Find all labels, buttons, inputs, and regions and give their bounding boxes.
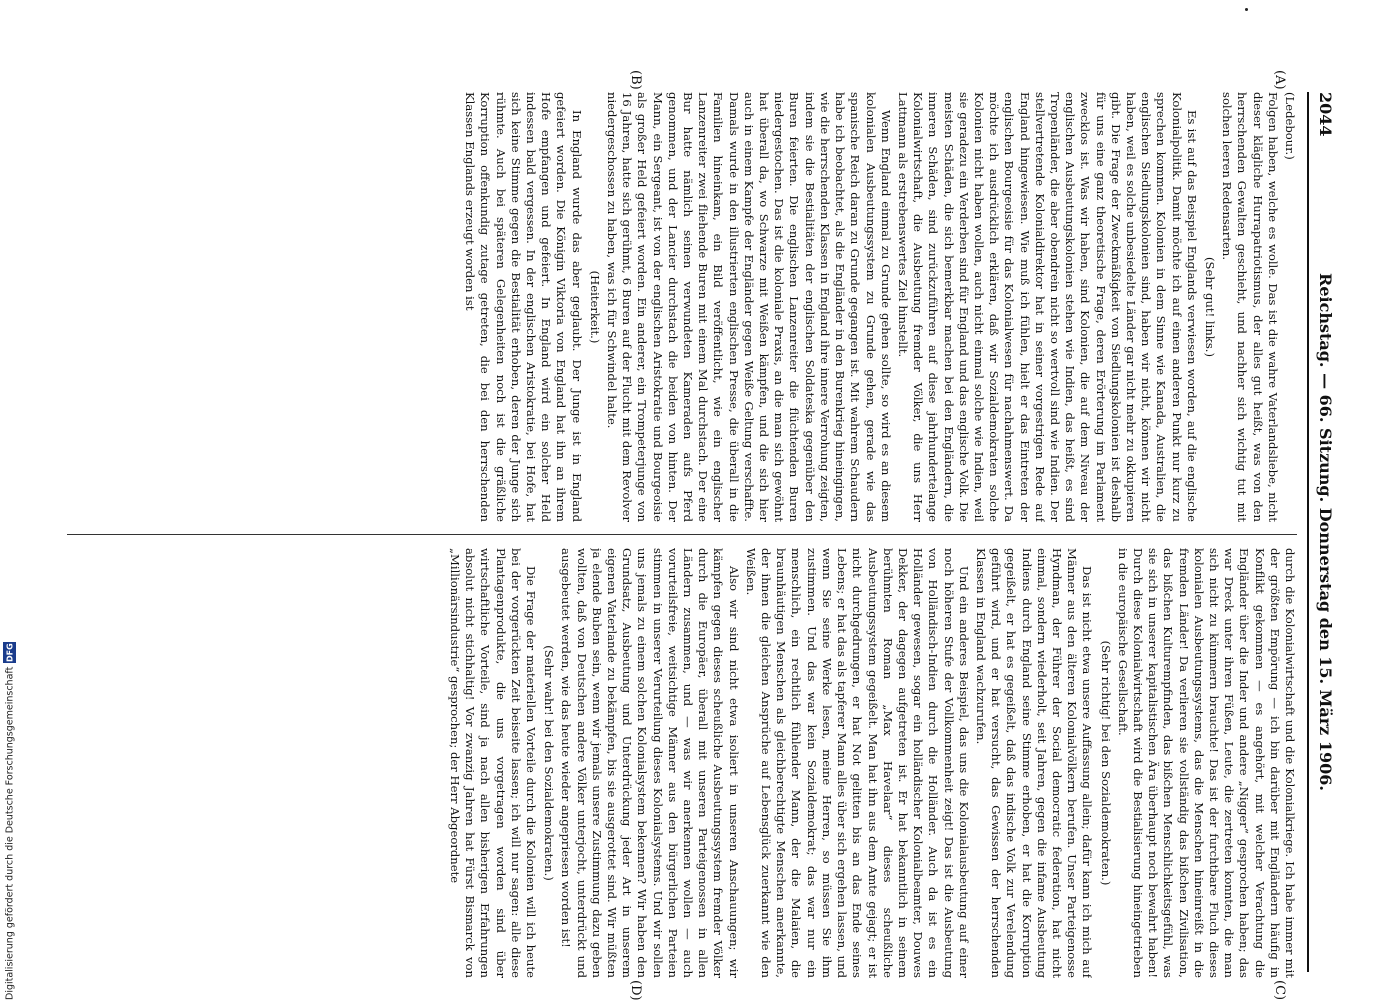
funding-note-text: Digitalisierung gefördert durch die Deutsche Forschungsgemeinschaft: [4, 666, 16, 1000]
margin-mark-c: (C): [1272, 980, 1287, 1001]
margin-mark-b: (B): [628, 70, 643, 90]
interjection: (Sehr wahr! bei den Sozialdemokraten.): [542, 645, 557, 881]
paragraph: Und ein anderes Beispiel, das uns die Kolonialausbeutung auf einer noch höheren Stufe der Vollkommenheit zeigt! Das ist die Ausbeutung von Holländisch-Indien durch die Holländer. Auch da ist es ein Holländer gewesen, sogar ein holländischer Kolonialbeamter, Douwes Dekker, der dagegen aufgetreten ist. Er hat bekanntlich in seinem berühmten Roman „Max Havelaar“ dieses scheußliche Ausbeutungssystem gegeißelt. Man hat ihn aus dem Amte gejagt; er ist nicht durchgedrungen, er hat Not gelitten bis an das Ende seines Lebens; er hat das als tapferer Mann alles über sich ergehen lassen, und wenn Sie seine Werke lesen, meine Herren, so müssen Sie ihm zustimmen. Und das war kein Sozialdemokrat; das war nur ein menschlich, ein rechtlich fühlender Mann, der die Malaien, die braunhäutigen Menschen als gleichberechtigte Menschen anerkannte, der ihnen die gleichen Ansprüche auf Lebensglück zuerkannt wie den Weißen.: [743, 548, 971, 978]
right-column: [57, 548, 1297, 978]
funding-note: [2, 600, 18, 1000]
paragraph: Es ist auf das Beispiel Englands verwiesen worden, auf die englische Kolonialpolitik. Damit möchte ich auf einen anderen Punkt nur kurz zu sprechen kommen. Kolonien in dem Sinne wie Kanada, Australien, die englischen Siedlungskolonien sind, haben wir nicht, können wir nicht haben, weil es solche unbesiedelte Länder gar nicht mehr zu okkupieren gibt. Die Frage der Zweckmäßigkeit von Siedlungskolonien ist deshalb für uns eine ganz theoretische Frage, deren Erörterung im Parlament zwecklos ist. Was wir haben, sind Kolonien, die auf dem Niveau der englischen Ausbeutungskolonien stehen wie Indien, das heißt, es sind Tropenländer, die aber obendrein nicht so wertvoll sind wie Indien. Der stellvertretende Kolonialdirektor hat in seiner vorgestrigen Rede auf England hingewiesen. Wie muß ich fühlen, hielt er das Eintreten der englischen Bourgeoisie für das Kolonialwesen für nachahmenswert. Da möchte ich ausdrücklich erklären, daß wir Sozialdemokraten solche Kolonien nicht haben wollen, auch nicht einmal solche wie Indien, weil sie geradezu ein Verderben sind für England und das englische Volk. Die meisten Schäden, die sich bemerkbar machen bei den Engländern, die inneren Schäden, sind zurückzuführen auf diese jahrhundertelange Kolonialwirtschaft, die Ausbeutung fremder Völker, die uns Herr Lattmann als erstrebenswertes Ziel hinstellt.: [895, 92, 1199, 522]
paragraph: durch die Kolonialwirtschaft und die Kolonialkriege. Ich habe immer mit der größten Empörung — ich bin darüber mit Engländern häufig in Konflikt gekommen — es angehört, mit welcher Verachtung die Engländer über die Inder und andere „Nigger“ gesprochen haben; das war Dreck unter ihren Füßen, Leute, die zertreten konnten, die man sich nicht zu kümmern brauchte! Das ist der furchtbare Fluch dieses kolonialen Ausbeutungssystems, das die Menschen hineinreißt in die fremden Länder! Da verlieren sie vollständig das bißchen Zivilisation, das bißchen Kulturempfinden, das bißchen Menschlichkeitsgefühl, was sie sich in unserer kapitalistischen Ära überhaupt noch bewahrt haben! Durch diese Kolonialwirtschaft wird die Bestialisierung hineingetrieben in die europäische Gesellschaft.: [1115, 548, 1297, 978]
paragraph: In England wurde das aber geglaubt. Der Junge ist in England gefeiert worden. Die Königin Viktoria von England hat ihn an ihrem Hofe empfangen und gefeiert. In England wird ein solcher Held indessen bald vergessen. In der englischen Aristokratie, bei Hofe, hat sich keine Stimme gegen die Bestialität erhoben, deren der Junge sich rühmte. Auch bei späteren Gelegenheiten noch ist die gräßliche Korruption offenkundig zutage getreten, die bei den herrschenden Klassen Englands erzeugt worden ist: [463, 92, 584, 522]
paragraph: Also wir sind nicht etwa isoliert in unseren Anschauungen; wir kämpfen gegen dieses scheußliche Ausbeutungssystem fremder Völker durch die Europäer, überall mit unseren Parteigenossen in allen Ländern zusammen, und — was wir anerkennen wollen — auch vorurteilsfreie, weitsichtige Männer aus den bürgerlichen Parteien stimmen in unserer Verurteilung dieses Kolonialsystems. Und wir sollen uns jemals zu einem solchen Kolonialsystem bekennen? Wir haben den Grundsatz, Ausbeutung und Unterdrückung jeder Art in unserem eigenen Vaterlande zu bekämpfen, bis sie ausgerottet sind. Wir müßten ja elende Buben sein, wenn wir jemals unsere Zustimmung dazu geben wollten, daß von Deutschen andere Völker unterjocht, unterdrückt und ausgebeutet werden, wie das heute wieder angepriesen worden ist!: [559, 548, 741, 978]
paragraph: Wenn England einmal zu Grunde gehen sollte, so wird es an diesem kolonialen Ausbeutungssystem zu Grunde gehen, gerade wie das spanische Reich daran zu Grunde gegangen ist. Mit wahrem Schaudern habe ich beobachtet, als die Engländer in den Burenkrieg hineingingen, wie die herrschenden Klassen in England ihre innere Verrohung zeigten, indem sie die Bestialitäten der englischen Soldateska gegenüber den Buren feierten. Die englischen Lanzenreiter die flüchtenden Buren niedergestochen. Das ist die koloniale Praxis, an die man sich gewöhnt hat überall da, wo Schwarze mit Weißen kämpfen, und die sich hier auch in einem Kampfe der Engländer gegen Weiße Geltung verschaffte. Damals wurde in den illustrierten englischen Presse, die überall in die Familien hineinkam, ein Bild veröffentlicht, wie ein englischer Lanzenreiter zwei fliehende Buren mit einem Mal durchstach. Der eine Bur hatte nämlich seinen verwundeten Kameraden aufs Pferd genommen, und der Lancier durchstach die beiden von hinten. Der Mann, ein Sergeant, ist von der englischen Aristokratie und Bourgeoisie als großer Held gefeiert worden. Ein anderer, ein Trompeterjunge von 16 Jahren, hatte sich gerühmt, 6 Buren auf der Flucht mit dem Revolver niedergeschossen zu haben, was ich für Schwindel halte.: [605, 92, 893, 522]
paragraph: Das ist nicht etwa unsere Auffassung allein; dafür kann ich mich auf Männer aus den älteren Kolonialvölkern berufen. Unser Parteigenosse Hyndman, der Führer der Social democratic federation, hat nicht einmal, sondern wiederholt, seit Jahren, gegen die infame Ausbeutung Indiens durch England seine Stimme erhoben, er hat die Korruption gegeißelt, er hat es gegeißelt, daß das indische Volk zur Verelendung geführt wird, und er hat versucht, das Gewissen der herrschenden Klassen in England wachzurufen.: [973, 548, 1095, 978]
paragraph: (Ledebour.): [1283, 92, 1297, 160]
scan-speck: [1245, 8, 1248, 11]
page-header: [1307, 92, 1343, 972]
page-number: 2044: [1316, 92, 1335, 137]
dfg-logo-icon: DFG: [5, 643, 15, 662]
margin-mark-a: (A): [1272, 70, 1287, 90]
interjection: (Sehr richtig! bei den Sozialdemokraten.): [1098, 640, 1113, 886]
interjection: (Heiterkeit.): [587, 270, 602, 344]
page-title: Reichstag. — 66. Sitzung. Donnerstag den 15. März 1906.: [1316, 273, 1335, 791]
margin-mark-d: (D): [628, 980, 643, 1001]
left-column: [57, 92, 1297, 522]
paragraph: Folgen haben, welche es wolle. Das ist die wahre Vaterlandsliebe, nicht dieser klägliche Hurrapatriotismus, der alles gut heißt, was von den herrschenden Gewalten geschieht, und nachher sich wichtig tut mit solchen leeren Redensarten.: [1220, 92, 1280, 522]
column-divider: [67, 534, 1297, 535]
paragraph: Die Frage der materiellen Vorteile durch die Kolonien will ich heute bei der vorgerückten Zeit beiseite lassen; ich will nur sagen: alle diese Plantagenprodukte, die uns vorgetragen worden sind über wirtschaftliche Vorteile, sind ja nach allen bisherigen Erfahrungen absolut nicht stichhaltig! Vor zwanzig Jahren hat Fürst Bismarck von „Millionärsindustrie“ gesprochen; der Herr Abgeordnete: [448, 548, 539, 978]
interjection: (Sehr gut! links.): [1202, 257, 1217, 357]
